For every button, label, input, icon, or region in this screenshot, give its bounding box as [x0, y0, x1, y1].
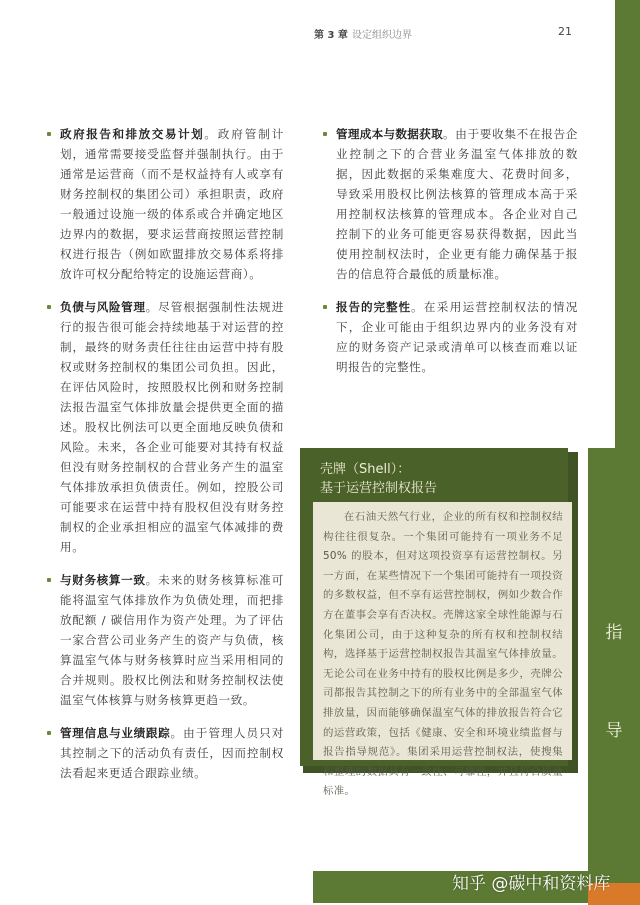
- bullet-text: 。尽管根据强制性法规进行的报告很可能会持续地基于对运营的控制，最终的财务责任往往由运营中持有股权或财务控制权的集团公司负担。因此，在评估风险时，按照股权比例和财务控制法报告温室气体排放量会提供更全面的描述。股权比例法可以更全面地反映负债和风险。未来，各企业可能要对其持有权益但没有财务控制权的合营业务产生的温室气体排放承担负债责任。例如，控股公司可能要求在运营中持有股权但没有财务控制权的企业承担相应的温室气体减排的费用。: [60, 300, 284, 554]
- case-box-title-line2: 基于运营控制权报告: [320, 481, 438, 496]
- bullet-item: [46, 124, 284, 284]
- bullet-text: 。由于要收集不在报告企业控制之下的合营业务温室气体排放的数据，因此数据的采集难度大、花费时间多，导致采用股权比例法核算的管理成本高于采用控制权法核算的管理成本。各企业对自己控制下的业务可能更容易获得数据，因此当使用控制权法时，企业更有能力确保基于报告的信息符合最低的质量标准。: [336, 127, 578, 281]
- bullet-text: 。由于管理人员只对其控制之下的活动负有责任，因而控制权法看起来更适合跟踪业绩。: [60, 726, 284, 780]
- bullet-item: [46, 570, 284, 710]
- bullet-lead: 管理信息与业绩跟踪: [60, 726, 171, 740]
- bullet-icon: [47, 132, 51, 136]
- watermark: 知乎 @碳中和资料库: [452, 874, 611, 894]
- side-tab-char-2: 导: [605, 721, 623, 741]
- bullet-text: 。在采用运营控制权法的情况下，企业可能由于组织边界内的业务没有对应的财务资产记录或清单可以核查而难以证明报告的完整性。: [336, 300, 578, 374]
- bullet-lead: 政府报告和排放交易计划: [60, 127, 205, 141]
- side-bar-top: [615, 0, 640, 452]
- bullet-icon: [323, 132, 327, 136]
- bullet-lead: 管理成本与数据获取: [336, 127, 443, 141]
- side-tab-char-1: 指: [605, 623, 623, 643]
- bullet-text: 。政府管制计划，通常需要接受监督并强制执行。由于通常是运营商（而不是权益持有人或享有财务控制权的集团公司）承担职责，政府一般通过设施一级的体系或合并确定地区边界内的数据，要求运营商按照运营控制权进行报告（例如欧盟排放交易体系将排放许可权分配给特定的设施运营商）。: [60, 127, 284, 281]
- page-header: [310, 22, 580, 42]
- chapter-title: 设定组织边界: [352, 30, 412, 41]
- bullet-item: [46, 297, 284, 557]
- side-bar-main: [588, 452, 640, 905]
- page-number: 21: [558, 25, 572, 38]
- case-box-body: 在石油天然气行业，企业的所有权和控制权结构往往很复杂。一个集团可能持有一项业务不足 50% 的股本，但对这项投资享有运营控制权。另一方面，在某些情况下一个集团可能持有一项投资的多数权益，但不享有运营控制权，例如少数合作方在董事会享有否决权。壳牌这家全球性能源与石化集团公司，由于这种复杂的所有权和控制权结构，选择基于运营控制权报告其温室气体排放量。无论公司在业务中持有的股权比例是多少，壳牌公司都报告其控制之下的所有业务中的全部温室气体排放量，因而能够确保温室气体的排放报告符合它的运营政策，包括《健康、安全和环境业绩监督与报告指导规范》。集团采用运营控制权法，使搜集和整理的数据具有一致性、可靠性，并且符合质量标准。: [313, 502, 572, 760]
- bullet-lead: 与财务核算一致: [60, 573, 146, 587]
- case-box-title-line1: 壳牌（Shell）：: [320, 462, 411, 477]
- bullet-icon: [323, 305, 327, 309]
- bullet-lead: 负债与风险管理: [60, 300, 146, 314]
- bullet-icon: [47, 731, 51, 735]
- bullet-lead: 报告的完整性: [336, 300, 411, 314]
- case-study-box: [300, 448, 568, 798]
- bullet-item: [322, 297, 578, 377]
- chapter-label: 第 3 章: [314, 30, 348, 41]
- bullet-item: [46, 723, 284, 783]
- bullet-icon: [47, 578, 51, 582]
- case-box-title: [320, 460, 560, 498]
- left-column: [46, 124, 284, 796]
- right-column: [322, 124, 578, 390]
- bullet-icon: [47, 305, 51, 309]
- bullet-text: 。未来的财务核算标准可能将温室气体排放作为负债处理，而把排放配额 / 碳信用作为资产处理。为了评估一家合营公司业务产生的资产与负债，核算温室气体与财务核算时应当采用相同的合并规则。股权比例法和财务控制权法使温室气体核算与财务核算更趋一致。: [60, 573, 284, 707]
- bullet-item: [322, 124, 578, 284]
